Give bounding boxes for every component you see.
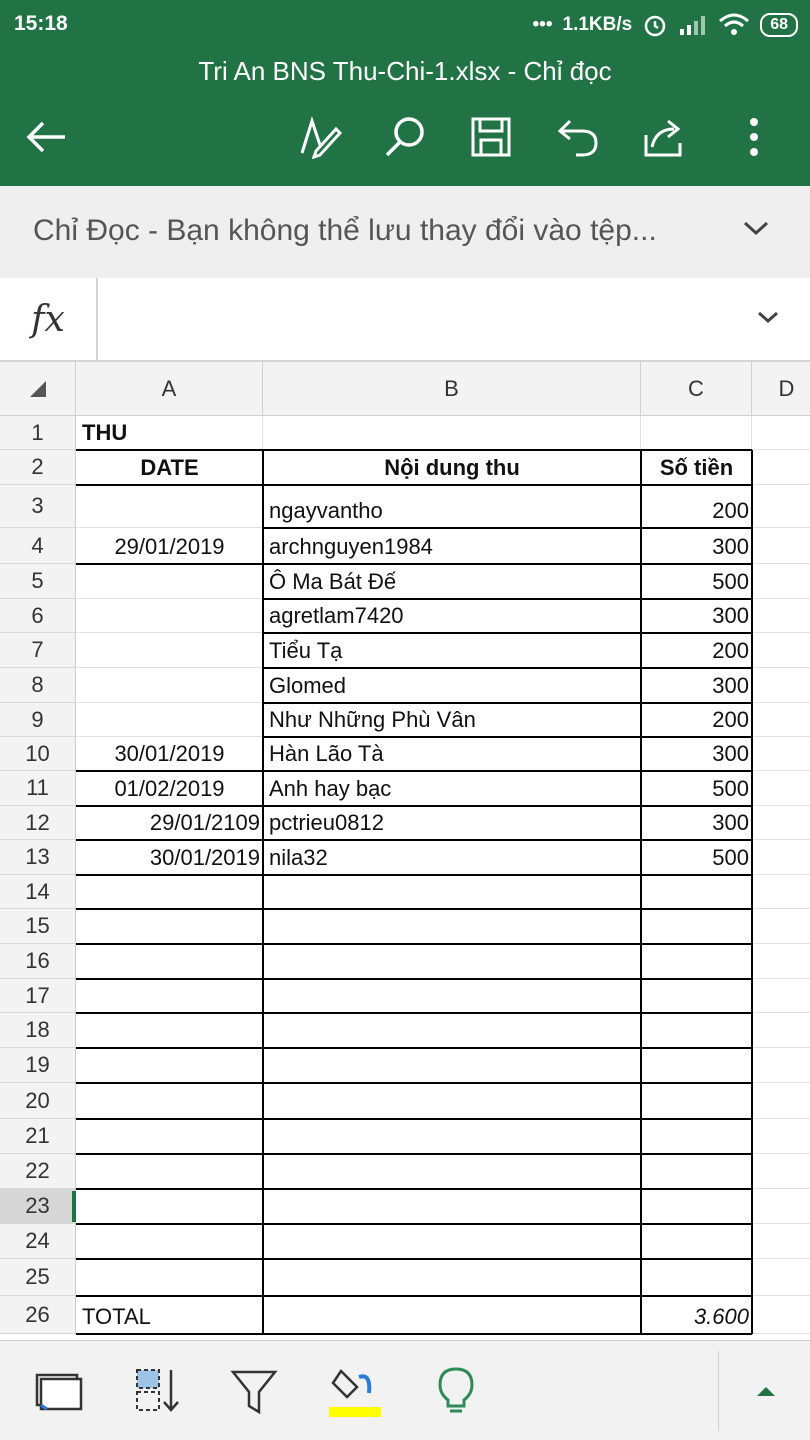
row-header-9[interactable]: 9 bbox=[0, 703, 76, 737]
table-border bbox=[76, 1153, 752, 1155]
save-icon[interactable] bbox=[466, 112, 516, 162]
table-border bbox=[76, 1258, 752, 1260]
total-label[interactable]: TOTAL bbox=[82, 1304, 151, 1329]
toolbar-divider bbox=[718, 1351, 719, 1431]
row-header-5[interactable]: 5 bbox=[0, 564, 76, 599]
entry-content[interactable]: Anh hay bạc bbox=[269, 776, 392, 801]
column-header-d[interactable]: D bbox=[752, 362, 810, 416]
total-value[interactable]: 3.600 bbox=[693, 1304, 749, 1329]
row-header-17[interactable]: 17 bbox=[0, 979, 76, 1013]
table-border bbox=[76, 1082, 752, 1084]
row-header-16[interactable]: 16 bbox=[0, 944, 76, 979]
dots-icon: ••• bbox=[532, 14, 553, 35]
entry-amount[interactable]: 300 bbox=[712, 534, 749, 559]
formula-bar bbox=[0, 278, 810, 362]
entry-amount[interactable]: 500 bbox=[712, 569, 749, 594]
draw-icon[interactable] bbox=[295, 112, 345, 162]
row-header-18[interactable]: 18 bbox=[0, 1013, 76, 1048]
row-header-23[interactable]: 23 bbox=[0, 1189, 76, 1224]
entry-amount[interactable]: 500 bbox=[712, 776, 749, 801]
signal-icon bbox=[678, 13, 708, 37]
row-header-12[interactable]: 12 bbox=[0, 806, 76, 840]
share-icon[interactable] bbox=[640, 112, 690, 162]
row-header-24[interactable]: 24 bbox=[0, 1224, 76, 1259]
row-header-7[interactable]: 7 bbox=[0, 633, 76, 668]
table-border bbox=[76, 1223, 752, 1225]
table-border bbox=[76, 1047, 752, 1049]
table-border bbox=[76, 943, 752, 945]
table-border bbox=[263, 598, 752, 600]
table-border bbox=[76, 484, 752, 486]
alarm-icon bbox=[642, 12, 668, 38]
table-border bbox=[76, 908, 752, 910]
back-arrow-icon[interactable] bbox=[22, 112, 72, 162]
selection-indicator bbox=[72, 1191, 76, 1222]
fx-icon[interactable]: fx bbox=[0, 278, 98, 360]
row-header-25[interactable]: 25 bbox=[0, 1259, 76, 1296]
row-header-6[interactable]: 6 bbox=[0, 599, 76, 633]
table-border bbox=[76, 1333, 752, 1335]
status-icons bbox=[533, 10, 798, 40]
column-header-c[interactable]: C bbox=[641, 362, 752, 416]
entry-amount[interactable]: 300 bbox=[712, 673, 749, 698]
header-amount[interactable]: Số tiền bbox=[659, 455, 734, 480]
date-cell[interactable]: 01/02/2019 bbox=[114, 776, 225, 801]
entry-amount[interactable]: 200 bbox=[712, 498, 749, 523]
filter-icon[interactable] bbox=[226, 1363, 282, 1419]
row-header-21[interactable]: 21 bbox=[0, 1119, 76, 1154]
header-date[interactable]: DATE bbox=[140, 455, 199, 480]
row-header-11[interactable]: 11 bbox=[0, 771, 76, 806]
table-border bbox=[76, 449, 752, 451]
wifi-icon bbox=[718, 12, 750, 38]
entry-amount[interactable]: 300 bbox=[712, 603, 749, 628]
row-header-14[interactable]: 14 bbox=[0, 875, 76, 909]
status-time: 15:18 bbox=[14, 12, 68, 35]
cell-a1-title[interactable]: THU bbox=[82, 420, 128, 445]
select-all-icon[interactable] bbox=[30, 1363, 86, 1419]
select-all-corner[interactable] bbox=[0, 362, 76, 416]
entry-content[interactable]: agretlam7420 bbox=[269, 603, 404, 628]
date-cell[interactable]: 30/01/2019 bbox=[149, 845, 260, 870]
entry-content[interactable]: archnguyen1984 bbox=[269, 534, 433, 559]
table-border bbox=[263, 736, 752, 738]
entry-amount[interactable]: 200 bbox=[712, 707, 749, 732]
table-border bbox=[640, 450, 642, 1334]
row-header-22[interactable]: 22 bbox=[0, 1154, 76, 1189]
header-content[interactable]: Nội dung thu bbox=[384, 455, 520, 480]
app-header bbox=[0, 0, 810, 186]
table-border bbox=[263, 667, 752, 669]
row-header-20[interactable]: 20 bbox=[0, 1083, 76, 1119]
entry-amount[interactable]: 200 bbox=[712, 638, 749, 663]
row-header-15[interactable]: 15 bbox=[0, 909, 76, 944]
date-cell[interactable]: 29/01/2019 bbox=[114, 534, 225, 559]
readonly-message: Chỉ Đọc - Bạn không thể lưu thay đổi vào tệp... bbox=[33, 214, 657, 247]
entry-content[interactable]: Tiểu Tạ bbox=[269, 638, 343, 663]
entry-content[interactable]: Glomed bbox=[269, 673, 347, 698]
chevron-down-icon[interactable] bbox=[756, 308, 780, 326]
search-icon[interactable] bbox=[380, 112, 430, 162]
column-header-a[interactable]: A bbox=[76, 362, 263, 416]
entry-amount[interactable]: 300 bbox=[712, 810, 749, 835]
table-border bbox=[76, 874, 752, 876]
entry-content[interactable]: pctrieu0812 bbox=[269, 810, 384, 835]
document-title: Tri An BNS Thu-Chi-1.xlsx - Chỉ đọc bbox=[198, 56, 612, 86]
column-header-b[interactable]: B bbox=[263, 362, 641, 416]
table-border bbox=[263, 702, 752, 704]
table-border bbox=[76, 839, 752, 841]
table-border bbox=[76, 1118, 752, 1120]
table-border bbox=[262, 450, 264, 1334]
table-border bbox=[76, 978, 752, 980]
table-border bbox=[76, 770, 752, 772]
entry-content[interactable]: Ô Ma Bát Đế bbox=[269, 569, 397, 594]
fill-color-icon[interactable] bbox=[327, 1363, 383, 1419]
row-header-26[interactable]: 26 bbox=[0, 1296, 76, 1334]
tell-me-icon[interactable] bbox=[428, 1363, 484, 1419]
table-border bbox=[751, 450, 753, 1334]
table-border bbox=[76, 1295, 752, 1297]
table-border bbox=[263, 527, 752, 529]
sort-icon[interactable] bbox=[128, 1363, 184, 1419]
table-border bbox=[76, 1188, 752, 1190]
entry-content[interactable]: Như Những Phù Vân bbox=[269, 707, 476, 732]
row-header-8[interactable]: 8 bbox=[0, 668, 76, 703]
date-cell[interactable]: 29/01/2109 bbox=[149, 810, 260, 835]
chevron-down-icon[interactable] bbox=[742, 218, 770, 238]
table-border bbox=[76, 563, 752, 565]
entry-content[interactable]: ngayvantho bbox=[269, 498, 383, 523]
row-header-10[interactable]: 10 bbox=[0, 737, 76, 771]
entry-amount[interactable]: 300 bbox=[712, 741, 749, 766]
table-border bbox=[76, 805, 752, 807]
row-header-3[interactable]: 3 bbox=[0, 485, 76, 528]
date-cell[interactable]: 30/01/2019 bbox=[114, 741, 225, 766]
row-header-19[interactable]: 19 bbox=[0, 1048, 76, 1083]
table-border bbox=[263, 632, 752, 634]
row-header-13[interactable]: 13 bbox=[0, 840, 76, 875]
net-speed: 1.1KB/s bbox=[562, 14, 633, 35]
undo-icon[interactable] bbox=[553, 112, 603, 162]
status-bar bbox=[0, 0, 810, 50]
entry-content[interactable]: nila32 bbox=[269, 845, 328, 870]
entry-content[interactable]: Hàn Lão Tà bbox=[269, 741, 384, 766]
battery-indicator: 68 bbox=[760, 13, 798, 37]
bottom-toolbar bbox=[0, 1340, 810, 1440]
more-icon[interactable] bbox=[729, 112, 779, 162]
row-header-1[interactable]: 1 bbox=[0, 416, 76, 450]
entry-amount[interactable]: 500 bbox=[712, 845, 749, 870]
readonly-banner[interactable] bbox=[0, 186, 810, 278]
table-border bbox=[76, 1012, 752, 1014]
expand-up-icon[interactable] bbox=[738, 1363, 794, 1419]
row-header-4[interactable]: 4 bbox=[0, 528, 76, 564]
row-header-2[interactable]: 2 bbox=[0, 450, 76, 485]
